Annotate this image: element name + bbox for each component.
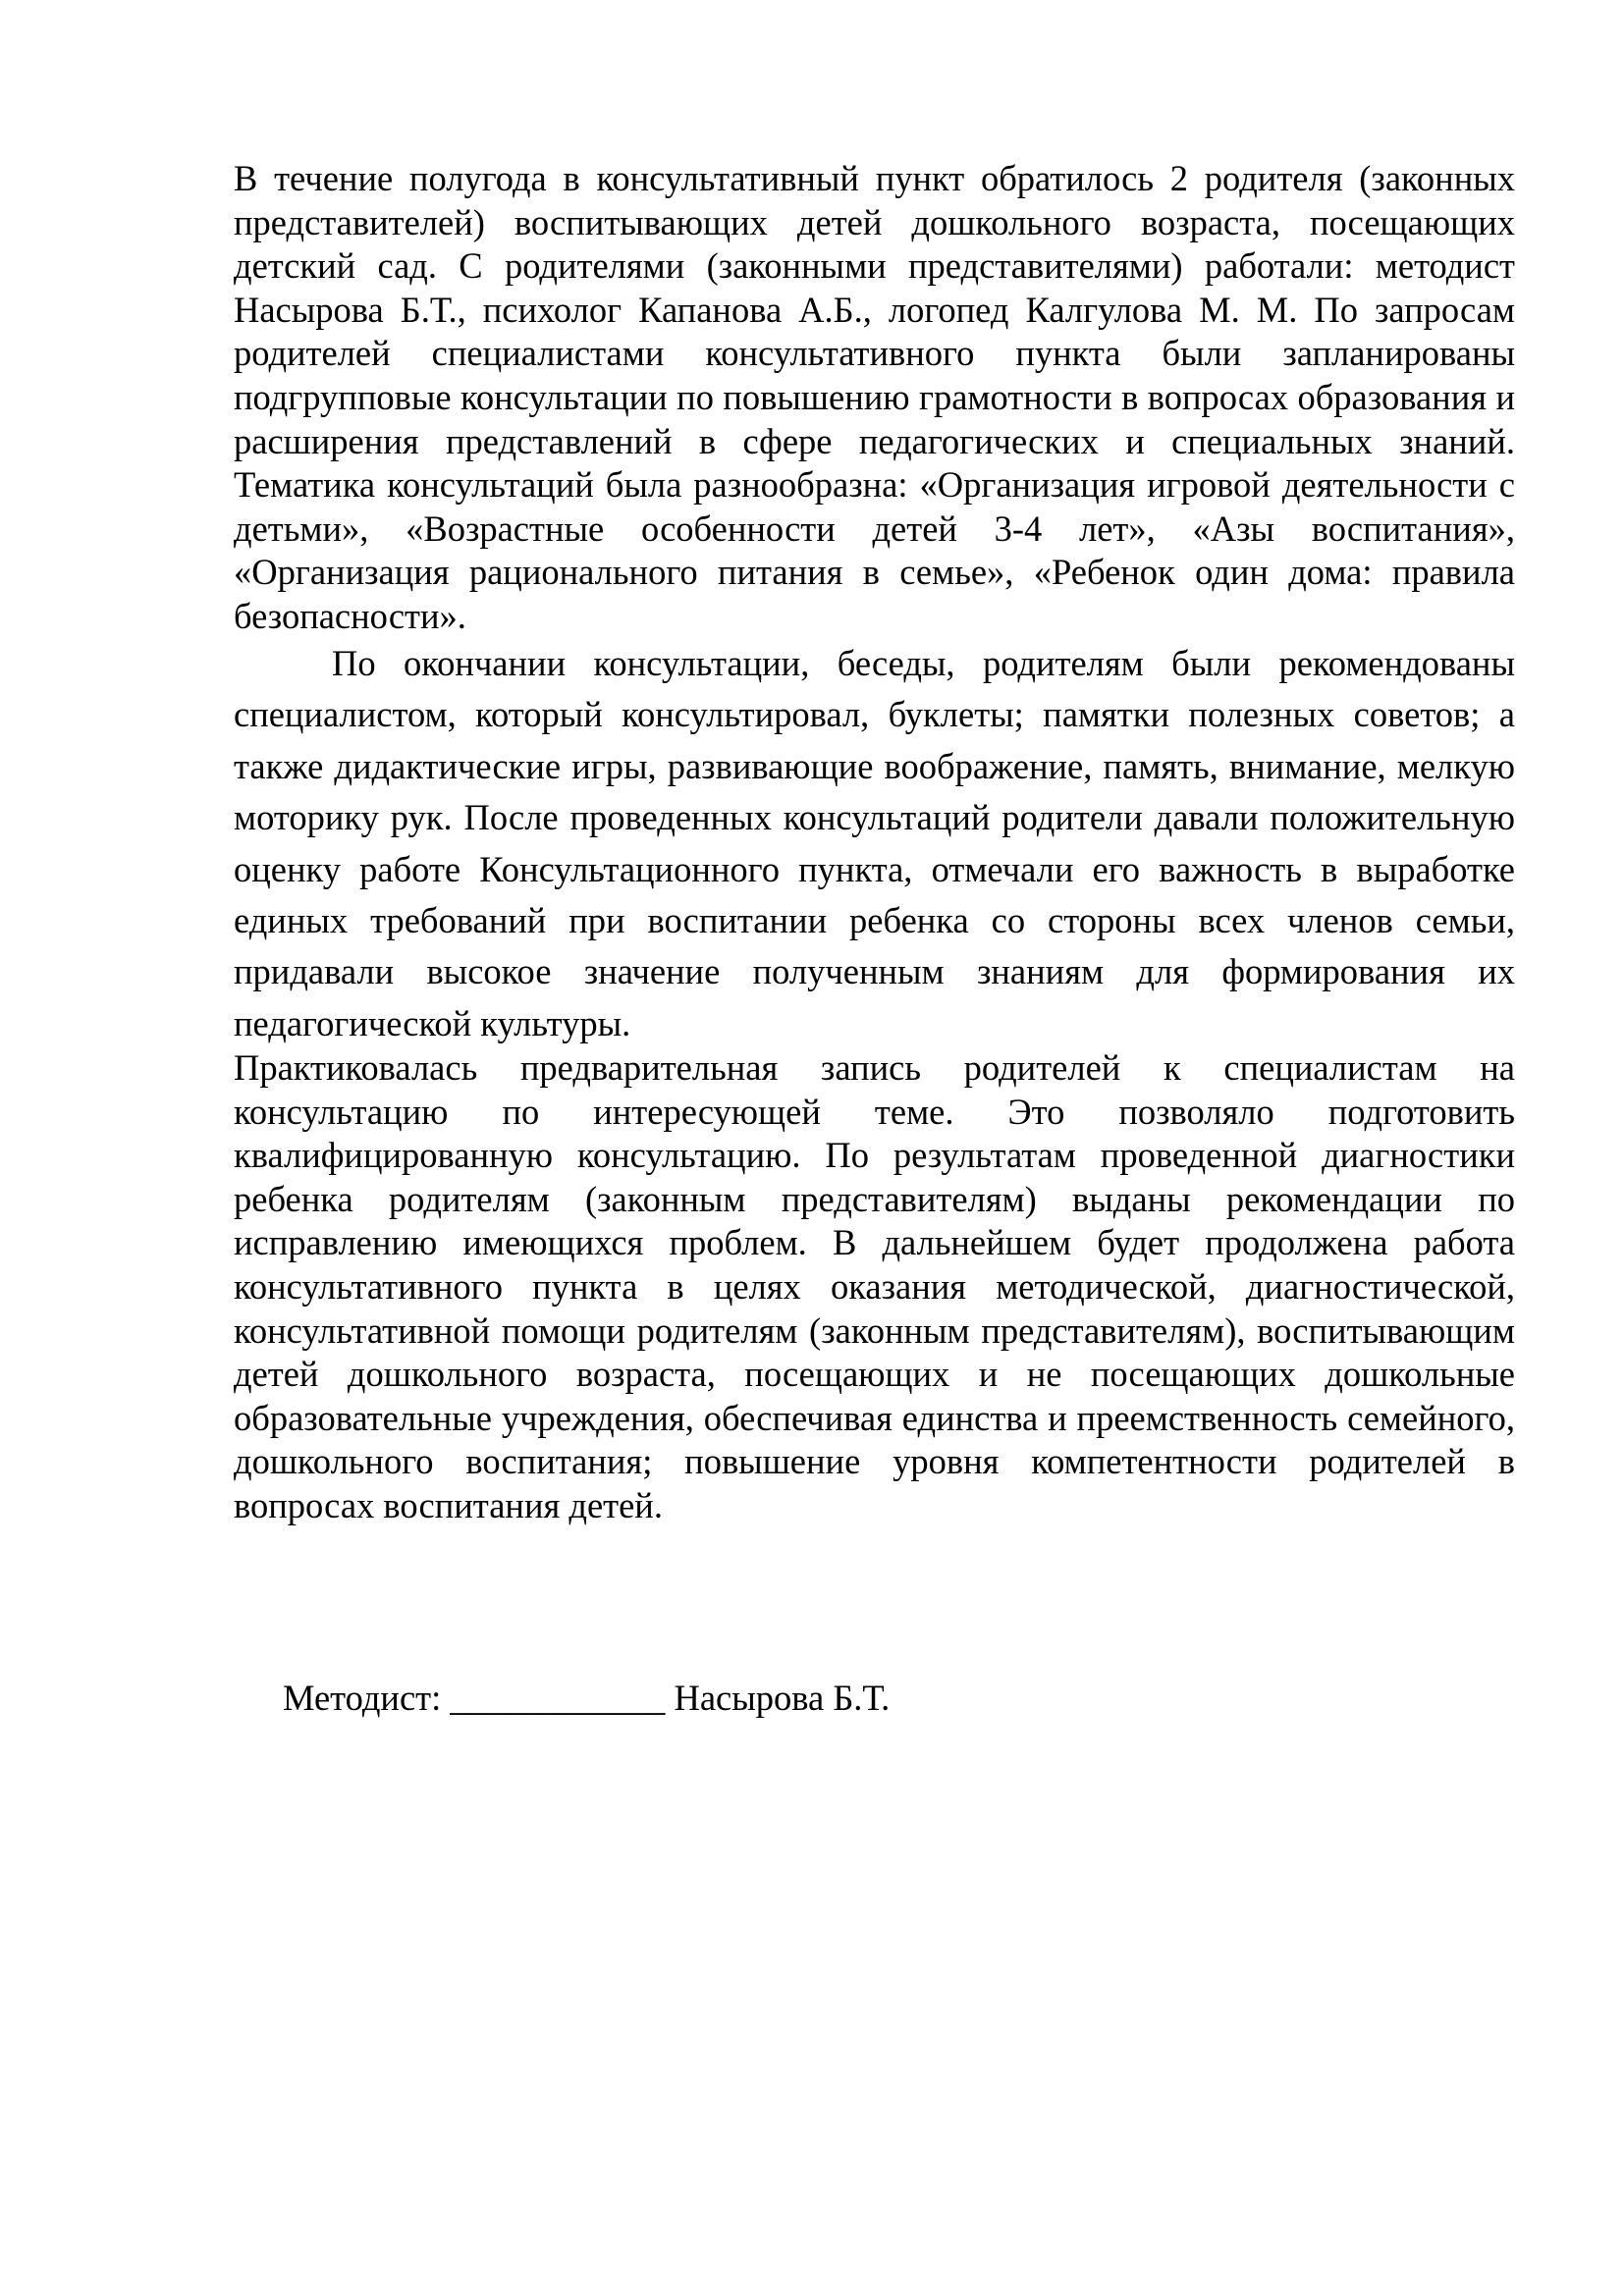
paragraph-future-work: Практиковалась предварительная запись родителей к специалистам на консультацию по интересующей теме. Это позволяло подготовить квалифицированную консультацию. По результатам проведенной диагностики ребенка родителям (законным представителям) выданы рекомендации по исправлению имеющихся проблем. В дальнейшем будет продолжена работа консультативного пункта в целях оказания методической, диагностической, консультативной помощи родителям (законным представителям), воспитывающим детей дошкольного возраста, посещающих и не посещающих дошкольные образовательные учреждения, обеспечивая единства и преемственность семейного, дошкольного воспитания; повышение уровня компетентности родителей в вопросах воспитания детей.	[234, 1047, 1515, 1525]
paragraph-consultations-summary: В течение полугода в консультативный пункт обратилось 2 родителя (законных представителей) воспитывающих детей дошкольного возраста, посещающих детский сад. С родителями (законными представителями) работали: методист Насырова Б.Т., психолог Капанова А.Б., логопед Калгулова М. М. По запросам родителей специалистами консультативного пункта были запланированы подгрупповые консультации по повышению грамотности в вопросах образования и расширения представлений в сфере педагогических и специальных знаний. Тематика консультаций была разнообразна: «Организация игровой деятельности с детьми», «Возрастные особенности детей 3-4 лет», «Азы воспитания», «Организация рационального питания в семье», «Ребенок один дома: правила безопасности».	[234, 158, 1515, 636]
signature-line: Методист: ____________ Насырова Б.Т.	[283, 1678, 891, 1718]
paragraph-recommendations: По окончании консультации, беседы, родителям были рекомендованы специалистом, который консультировал, буклеты; памятки полезных советов; а также дидактические игры, развивающие воображение, память, внимание, мелкую моторику рук. После проведенных консультаций родители давали положительную оценку работе Консультационного пункта, отмечали его важность в выработке единых требований при воспитании ребенка со стороны всех членов семьи, придавали высокое значение полученным знаниям для формирования их педагогической культуры.	[234, 643, 1515, 1043]
